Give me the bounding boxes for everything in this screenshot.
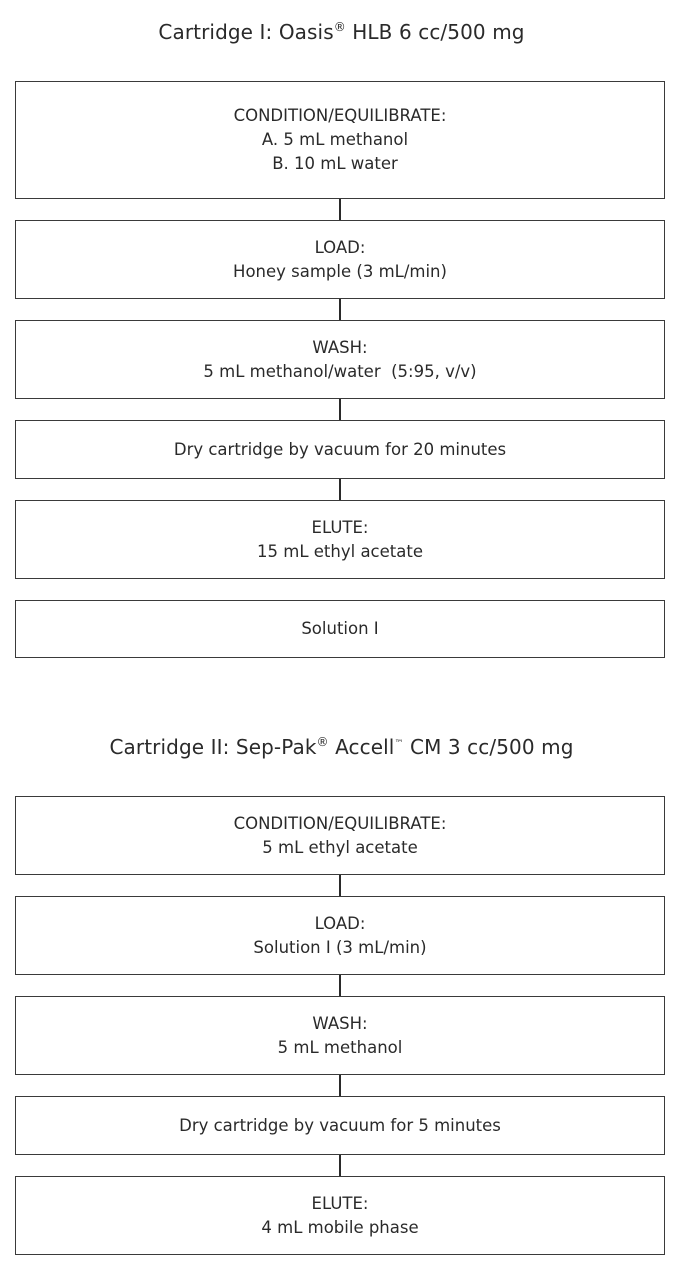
step-detail: 5 mL ethyl acetate (262, 837, 418, 857)
step-heading: CONDITION/EQUILIBRATE: (233, 106, 447, 125)
cartridge2-title-middle: Accell (328, 735, 395, 759)
registered-mark: ® (316, 735, 329, 749)
c1-step-dry (15, 420, 665, 479)
step-heading: WASH: (312, 1013, 368, 1033)
step-heading: LOAD: (314, 913, 366, 933)
cartridge2-title-suffix: CM 3 cc/500 mg (403, 735, 574, 759)
step-detail: 4 mL mobile phase (261, 1217, 419, 1237)
flow-connector (339, 299, 341, 320)
c1-step-elute (15, 500, 665, 579)
flow-connector (339, 399, 341, 420)
registered-mark: ® (333, 20, 346, 34)
flow-connector (339, 479, 341, 500)
step-heading: WASH: (312, 337, 368, 357)
c2-step-load (15, 896, 665, 975)
c2-step-condition (15, 796, 665, 875)
cartridge1-title-prefix: Cartridge I: Oasis (158, 20, 334, 44)
c2-step-wash (15, 996, 665, 1075)
step-detail: 15 mL ethyl acetate (257, 541, 423, 561)
step-heading: ELUTE: (311, 1193, 369, 1213)
step-detail: Solution I (3 mL/min) (253, 937, 427, 957)
step-detail: 5 mL methanol (277, 1037, 403, 1057)
step-detail: 5 mL methanol/water (5:95, v/v) (203, 361, 477, 381)
cartridge1-title (0, 20, 683, 44)
step-heading: ELUTE: (311, 517, 369, 537)
step-heading: CONDITION/EQUILIBRATE: (233, 813, 447, 833)
step-detail: Honey sample (3 mL/min) (233, 261, 447, 281)
flow-connector (339, 875, 341, 896)
cartridge2-title (0, 735, 683, 759)
c2-step-elute (15, 1176, 665, 1255)
cartridge1-title-suffix: HLB 6 cc/500 mg (345, 20, 525, 44)
flow-connector (339, 199, 341, 220)
c2-step-dry (15, 1096, 665, 1155)
step-heading: Solution I (301, 619, 379, 638)
flow-connector (339, 975, 341, 996)
c1-step-load (15, 220, 665, 299)
step-heading: LOAD: (314, 237, 366, 257)
cartridge2-title-prefix: Cartridge II: Sep-Pak (109, 735, 317, 759)
c1-step-solution (15, 600, 665, 658)
c1-step-wash (15, 320, 665, 399)
step-heading: Dry cartridge by vacuum for 5 minutes (179, 1115, 501, 1135)
step-detail-b: B. 10 mL water (272, 154, 398, 173)
step-detail-a: A. 5 mL methanol (261, 130, 409, 149)
flow-connector (339, 1155, 341, 1176)
flow-connector (339, 1075, 341, 1096)
step-heading: Dry cartridge by vacuum for 20 minutes (173, 439, 507, 459)
trademark-mark: ™ (394, 739, 404, 749)
c1-step-condition (15, 81, 665, 199)
